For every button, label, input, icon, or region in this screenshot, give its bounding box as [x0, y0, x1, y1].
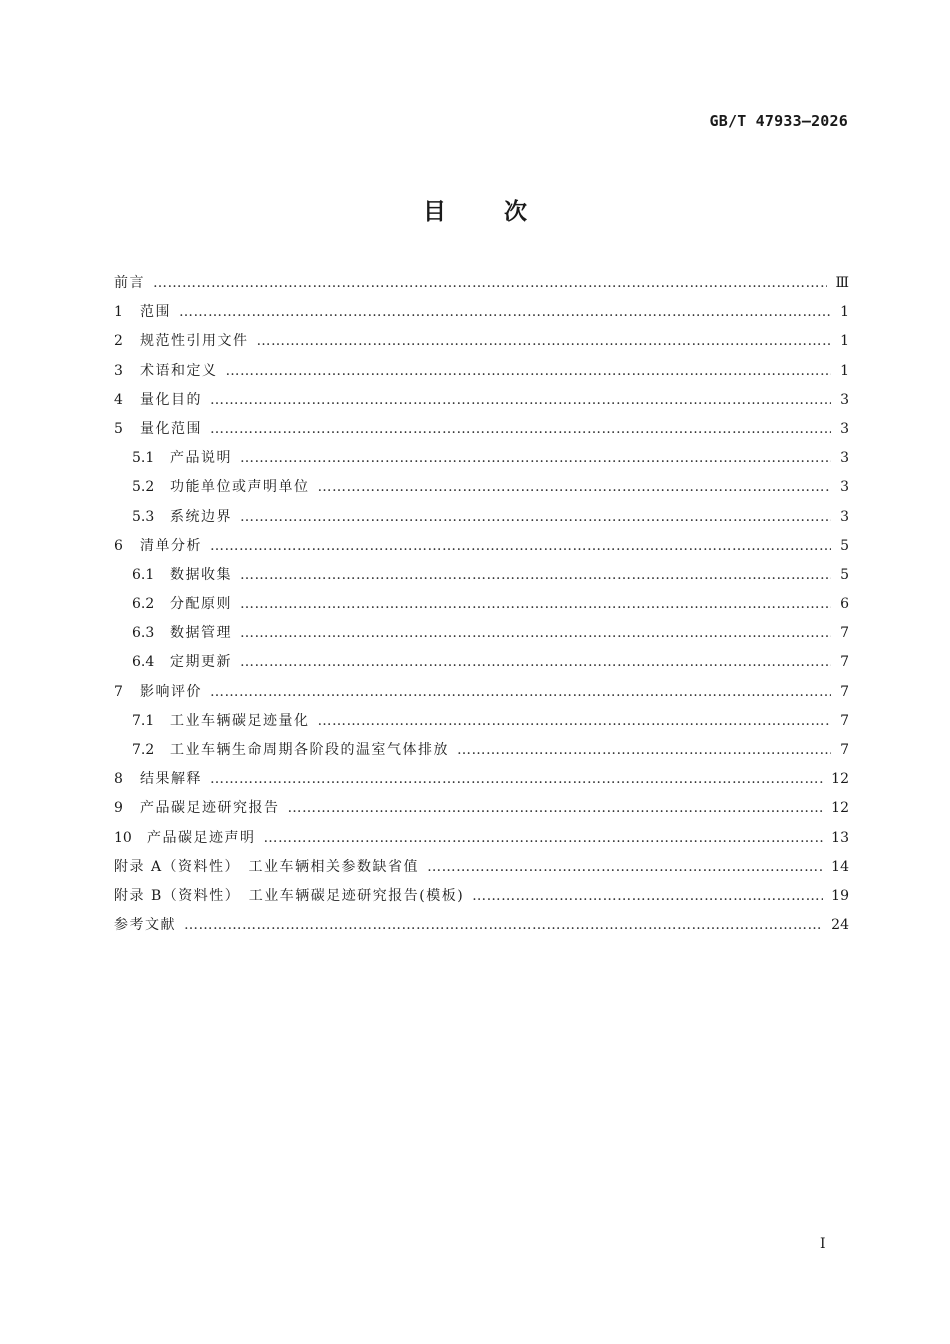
toc-entry-label: 工业车辆生命周期各阶段的温室气体排放: [170, 742, 449, 758]
toc-entry-page: 14: [831, 858, 849, 875]
toc-subentry[interactable]: [114, 736, 849, 765]
toc-entry-label: 工业车辆碳足迹量化: [170, 712, 310, 729]
toc-entry-annex-b[interactable]: [114, 882, 849, 911]
toc-entry-number: 5.1: [132, 450, 155, 467]
toc-entry-page: 1: [840, 333, 849, 350]
toc-entry[interactable]: [114, 794, 849, 823]
toc-entry-label: 清单分析: [140, 537, 202, 554]
toc-entry-number: 4: [114, 391, 123, 408]
toc-entry-label: 系统边界: [170, 508, 232, 525]
toc-leader-dots: [240, 648, 831, 677]
toc-entry-label: 量化范围: [140, 420, 202, 437]
toc-entry-number: 1: [114, 304, 123, 321]
toc-entry-number: 6.1: [132, 566, 155, 583]
toc-leader-dots: [179, 298, 831, 327]
standard-code: GB/T 47933—2026: [709, 112, 848, 130]
toc-entry-label: 功能单位或声明单位: [170, 479, 310, 496]
toc-entry-number: 6.2: [132, 596, 155, 613]
toc-entry-page: 6: [840, 596, 849, 613]
toc-entry-page: Ⅲ: [835, 275, 849, 291]
toc-entry-label: 影响评价: [140, 683, 202, 700]
toc-subentry[interactable]: [114, 590, 849, 619]
table-of-contents: [114, 269, 849, 940]
toc-entry-page: 24: [831, 917, 849, 934]
toc-entry-page: 3: [840, 479, 849, 496]
toc-entry-number: 5: [114, 420, 123, 437]
toc-leader-dots: [210, 386, 831, 415]
toc-subentry[interactable]: [114, 444, 849, 473]
toc-entry-page: 7: [840, 742, 849, 758]
toc-subentry[interactable]: [114, 707, 849, 736]
toc-title-char-1: 目: [423, 199, 446, 225]
toc-entry-label: 产品碳足迹声明: [147, 829, 256, 846]
toc-entry-label: 产品碳足迹研究报告: [140, 800, 280, 817]
toc-entry-label: 附录 B（资料性） 工业车辆碳足迹研究报告(模板): [114, 887, 465, 904]
toc-entry-page: 3: [840, 508, 849, 525]
page-number: I: [820, 1236, 826, 1252]
toc-leader-dots: [240, 561, 831, 590]
toc-entry-number: 5.2: [132, 479, 155, 496]
toc-entry-page: 12: [831, 800, 849, 817]
toc-entry-label: 数据收集: [170, 566, 232, 583]
toc-entry[interactable]: [114, 678, 849, 707]
toc-entry-number: 2: [114, 333, 123, 350]
toc-leader-dots: [257, 327, 832, 356]
toc-entry-label: 附录 A（资料性） 工业车辆相关参数缺省值: [114, 858, 420, 875]
toc-entry-page: 1: [840, 362, 849, 379]
toc-entry-bibliography[interactable]: [114, 911, 849, 940]
toc-entry-page: 7: [840, 683, 849, 700]
toc-subentry[interactable]: [114, 619, 849, 648]
toc-entry-label: 结果解释: [140, 771, 202, 788]
toc-entry-page: 7: [840, 712, 849, 729]
toc-leader-dots: [153, 269, 827, 298]
toc-entry-page: 3: [840, 391, 849, 408]
toc-entry-label: 术语和定义: [140, 362, 218, 379]
toc-leader-dots: [472, 882, 823, 911]
toc-leader-dots: [210, 415, 831, 444]
toc-entry-label: 规范性引用文件: [140, 333, 249, 350]
toc-leader-dots: [457, 736, 831, 765]
toc-subentry[interactable]: [114, 503, 849, 532]
toc-entry-page: 7: [840, 625, 849, 642]
toc-entry[interactable]: [114, 415, 849, 444]
toc-entry-label: 数据管理: [170, 625, 232, 642]
toc-entry-number: 6: [114, 537, 123, 554]
toc-leader-dots: [427, 853, 823, 882]
toc-leader-dots: [318, 473, 832, 502]
toc-subentry[interactable]: [114, 473, 849, 502]
toc-entry-page: 3: [840, 450, 849, 467]
toc-entry-label: 范围: [140, 304, 171, 321]
toc-leader-dots: [240, 619, 831, 648]
toc-entry-number: 6.3: [132, 625, 155, 642]
toc-entry-number: 7.2: [132, 742, 155, 758]
toc-entry-number: 10: [114, 829, 132, 846]
toc-entry-page: 7: [840, 654, 849, 671]
toc-leader-dots: [264, 824, 824, 853]
toc-title-char-2: 次: [504, 199, 527, 225]
toc-leader-dots: [288, 794, 824, 823]
toc-entry-number: 7: [114, 683, 123, 700]
toc-entry-number: 8: [114, 771, 123, 788]
toc-entry[interactable]: [114, 327, 849, 356]
toc-leader-dots: [240, 590, 831, 619]
toc-leader-dots: [240, 503, 831, 532]
toc-entry-label: 定期更新: [170, 654, 232, 671]
toc-entry-number: 5.3: [132, 508, 155, 525]
toc-entry-label: 产品说明: [170, 450, 232, 467]
toc-entry[interactable]: [114, 298, 849, 327]
toc-entry[interactable]: [114, 532, 849, 561]
toc-subentry[interactable]: [114, 648, 849, 677]
toc-entry[interactable]: [114, 765, 849, 794]
toc-entry-label: 分配原则: [170, 596, 232, 613]
toc-entry[interactable]: [114, 357, 849, 386]
toc-leader-dots: [184, 911, 823, 940]
toc-entry-label: 前言: [114, 275, 145, 291]
toc-entry-page: 13: [831, 829, 849, 846]
toc-entry[interactable]: [114, 386, 849, 415]
toc-entry-page: 12: [831, 771, 849, 788]
toc-entry-number: 6.4: [132, 654, 155, 671]
toc-leader-dots: [210, 532, 831, 561]
toc-entry-number: 3: [114, 362, 123, 379]
toc-entry-label: 参考文献: [114, 917, 176, 934]
toc-entry-page: 5: [840, 566, 849, 583]
toc-entry-label: 量化目的: [140, 391, 202, 408]
toc-entry-annex-a[interactable]: [114, 853, 849, 882]
toc-leader-dots: [210, 678, 831, 707]
toc-entry-number: 9: [114, 800, 123, 817]
toc-leader-dots: [318, 707, 832, 736]
toc-leader-dots: [226, 357, 832, 386]
toc-leader-dots: [240, 444, 831, 473]
toc-title: [0, 193, 950, 226]
toc-leader-dots: [210, 765, 823, 794]
toc-entry[interactable]: [114, 824, 849, 853]
toc-entry-page: 1: [840, 304, 849, 321]
toc-subentry[interactable]: [114, 561, 849, 590]
toc-entry-number: 7.1: [132, 712, 155, 729]
toc-entry-page: 19: [831, 887, 849, 904]
toc-entry-foreword[interactable]: [114, 269, 849, 298]
toc-entry-page: 5: [840, 537, 849, 554]
toc-entry-page: 3: [840, 420, 849, 437]
